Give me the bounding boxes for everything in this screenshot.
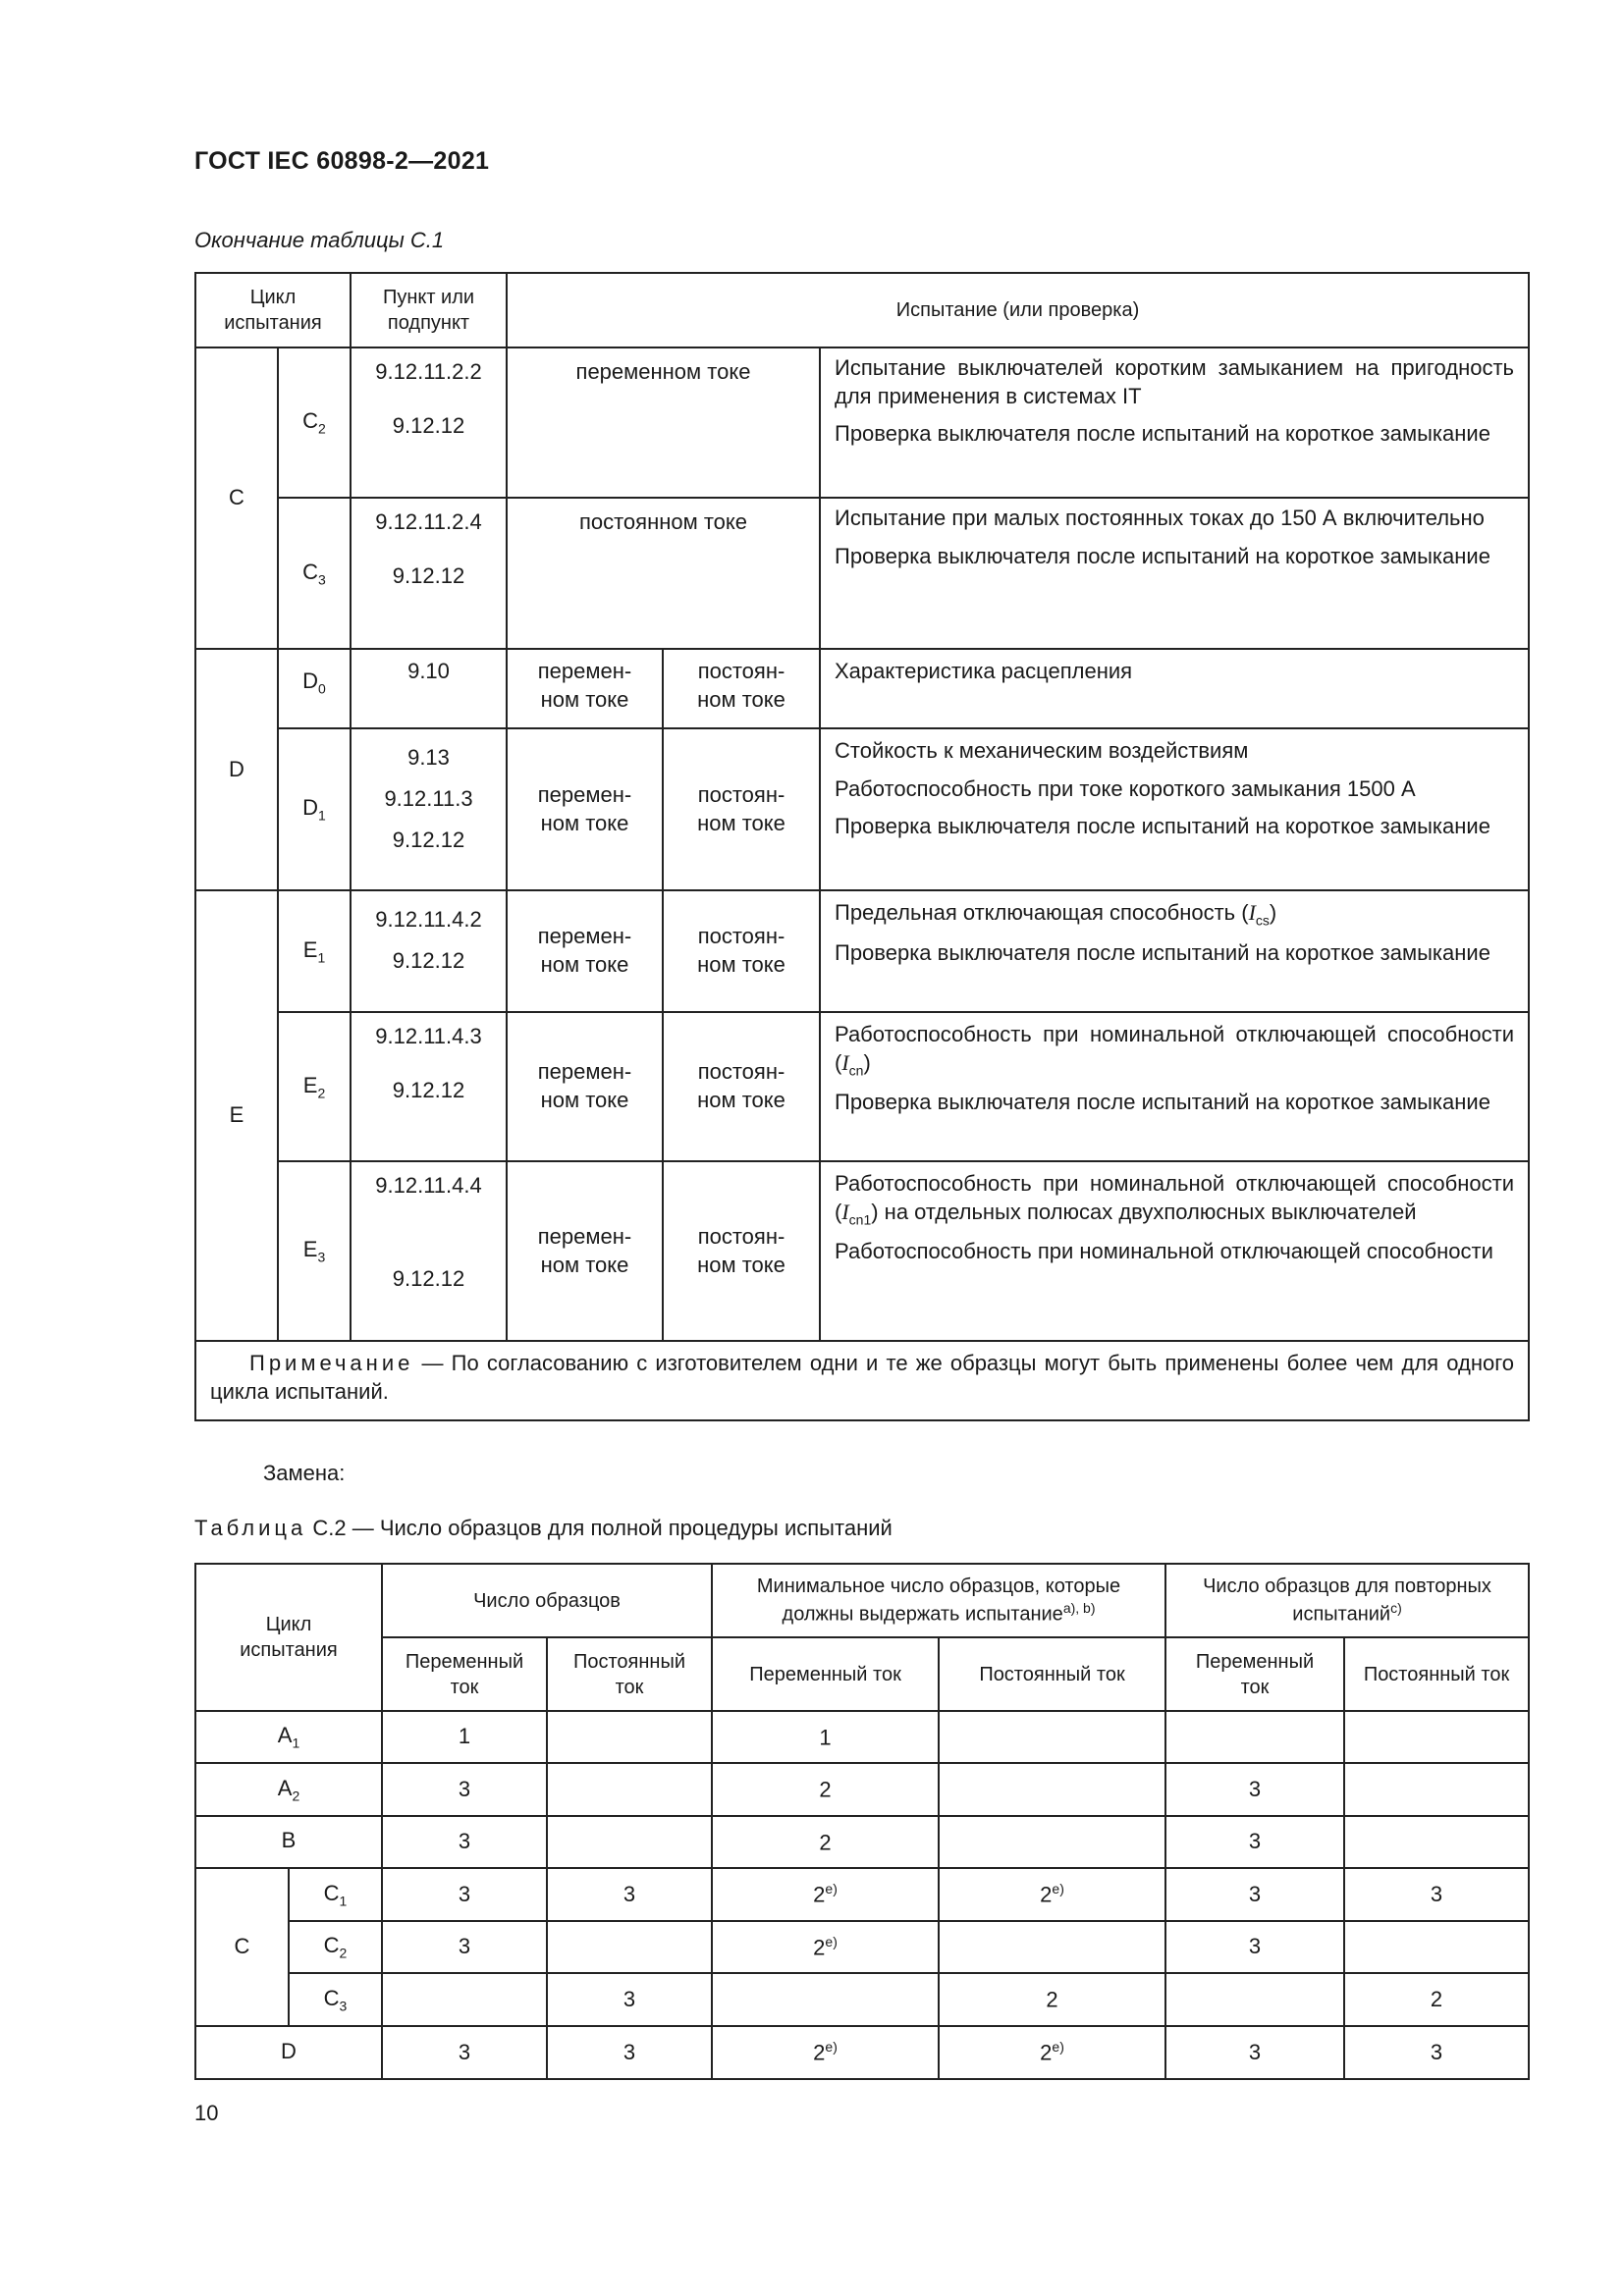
header-cycle: Цикл испытания	[195, 273, 351, 347]
dc-D0: постоян- ном токе	[663, 649, 820, 728]
t2-cell	[1165, 1973, 1344, 2026]
t2-cell: 2$^{e)}$	[939, 2026, 1165, 2079]
t2-cell: 3	[1165, 1921, 1344, 1973]
clause-E3: 9.12.11.4.4 9.12.12	[351, 1161, 507, 1341]
table-row	[195, 1868, 1529, 1921]
t2-cell: 2	[712, 1816, 939, 1868]
t2-cell: 2	[939, 1973, 1165, 2026]
t2-header-repeat-dc: Постоянный ток	[1344, 1637, 1529, 1711]
t2-cell	[547, 1763, 712, 1816]
t2-cell: 3	[547, 1973, 712, 2026]
t2-cycle-D: D	[195, 2026, 382, 2079]
t2-cell	[939, 1816, 1165, 1868]
t2-header-min-ac: Переменный ток	[712, 1637, 939, 1711]
table-row	[195, 1816, 1529, 1868]
clause-E1: 9.12.11.4.2 9.12.12	[351, 890, 507, 1012]
t2-header-samples-dc: Постоянный ток	[547, 1637, 712, 1711]
t2-cell: 2	[1344, 1973, 1529, 2026]
cycle-E: E	[195, 890, 278, 1341]
t2-subcycle-C1: $C_1$	[289, 1868, 382, 1921]
t2-header-min-samples: Минимальное число образцов, которые должны выдержать испытание$^{a), b)}$	[712, 1564, 1165, 1637]
t2-cell: 3	[382, 2026, 547, 2079]
desc-D0: Характеристика расцепления	[820, 649, 1529, 728]
ac-D0: перемен- ном токе	[507, 649, 663, 728]
t2-header-cycle: Цикл испытания	[195, 1564, 382, 1711]
table-c2	[194, 1563, 1530, 2080]
ac-E3: перемен- ном токе	[507, 1161, 663, 1341]
cycle-D: D	[195, 649, 278, 890]
t2-cell	[547, 1816, 712, 1868]
t2-cell: 1	[382, 1711, 547, 1763]
t2-cell: 2	[712, 1763, 939, 1816]
t2-cell: 3	[382, 1921, 547, 1973]
t2-cell: 2$^{e)}$	[712, 1868, 939, 1921]
t2-cell	[939, 1921, 1165, 1973]
subcycle-E3: $E_3$	[278, 1161, 351, 1341]
t2-cell: 2$^{e)}$	[712, 2026, 939, 2079]
table-row	[195, 1973, 1529, 2026]
desc-E3: Работоспособность при номинальной отключающей способности $(I_{cn1})$ на отдельных полюсах двухполюсных выключателей Работоспособность при номинальной отключающей способности	[820, 1161, 1529, 1341]
subcycle-D0: $D_0$	[278, 649, 351, 728]
desc-E2: Работоспособность при номинальной отключающей способности $(I_{cn})$ Проверка выключателя после испытаний на короткое замыкание	[820, 1012, 1529, 1161]
subcycle-C2: $C_2$	[278, 347, 351, 498]
t2-header-repeat: Число образцов для повторных испытаний$^{c)}$	[1165, 1564, 1529, 1637]
t2-cell: 3	[547, 1868, 712, 1921]
clause-D0: 9.10	[351, 649, 507, 728]
desc-C2: Испытание выключателей коротким замыканием на пригодность для применения в системах IT Проверка выключателя после испытаний на короткое замыкание	[820, 347, 1529, 498]
table-row	[195, 2026, 1529, 2079]
current-C3: постоянном токе	[507, 498, 820, 649]
t2-cell: 2$^{e)}$	[712, 1921, 939, 1973]
dc-D1: постоян- ном токе	[663, 728, 820, 890]
t2-cell: 3	[1344, 2026, 1529, 2079]
t2-cell: 2$^{e)}$	[939, 1868, 1165, 1921]
t2-subcycle-C2: $C_2$	[289, 1921, 382, 1973]
clause-C3: 9.12.11.2.4 9.12.12	[351, 498, 507, 649]
dc-E3: постоян- ном токе	[663, 1161, 820, 1341]
t2-cell	[712, 1973, 939, 2026]
t2-cell: 3	[382, 1816, 547, 1868]
t2-cycle-A1: $A_1$	[195, 1711, 382, 1763]
t2-cell	[547, 1711, 712, 1763]
header-clause: Пункт или подпункт	[351, 273, 507, 347]
table-row	[195, 1711, 1529, 1763]
t2-cycle-C: C	[195, 1868, 289, 2026]
table-note: Примечание — По согласованию с изготовителем одни и те же образцы могут быть применены более чем для одного цикла испытаний.	[195, 1341, 1529, 1420]
t2-subcycle-C3: $C_3$	[289, 1973, 382, 2026]
clause-E2: 9.12.11.4.3 9.12.12	[351, 1012, 507, 1161]
table-c2-caption: Таблица С.2 — Число образцов для полной процедуры испытаний	[194, 1516, 893, 1540]
dc-E2: постоян- ном токе	[663, 1012, 820, 1161]
table-row	[195, 1921, 1529, 1973]
desc-C3: Испытание при малых постоянных токах до 150 А включительно Проверка выключателя после испытаний на короткое замыкание	[820, 498, 1529, 649]
clause-C2: 9.12.11.2.2 9.12.12	[351, 347, 507, 498]
t2-cell	[1344, 1763, 1529, 1816]
t2-cell: 3	[1344, 1868, 1529, 1921]
subcycle-E2: $E_2$	[278, 1012, 351, 1161]
cycle-C: C	[195, 347, 278, 649]
t2-cell	[1344, 1711, 1529, 1763]
subcycle-D1: $D_1$	[278, 728, 351, 890]
t2-cell	[939, 1711, 1165, 1763]
desc-E1: Предельная отключающая способность $(I_{cs})$ Проверка выключателя после испытаний на короткое замыкание	[820, 890, 1529, 1012]
dc-E1: постоян- ном токе	[663, 890, 820, 1012]
t2-cell	[1165, 1711, 1344, 1763]
ac-D1: перемен- ном токе	[507, 728, 663, 890]
t2-cell: 3	[382, 1868, 547, 1921]
table-continuation-caption: Окончание таблицы С.1	[194, 228, 445, 252]
t2-cell: 1	[712, 1711, 939, 1763]
subcycle-C3: $C_3$	[278, 498, 351, 649]
t2-cycle-A2: $A_2$	[195, 1763, 382, 1816]
page-number: 10	[194, 2101, 219, 2125]
t2-cell	[547, 1921, 712, 1973]
t2-cell	[1344, 1921, 1529, 1973]
replacement-label: Замена:	[263, 1461, 346, 1485]
ac-E1: перемен- ном токе	[507, 890, 663, 1012]
ac-E2: перемен- ном токе	[507, 1012, 663, 1161]
t2-cell: 3	[547, 2026, 712, 2079]
table-row	[195, 1763, 1529, 1816]
clause-D1: 9.13 9.12.11.3 9.12.12	[351, 728, 507, 890]
table-c1	[194, 272, 1530, 1421]
t2-cell	[1344, 1816, 1529, 1868]
t2-cell: 3	[1165, 1816, 1344, 1868]
header-test: Испытание (или проверка)	[507, 273, 1529, 347]
t2-header-samples: Число образцов	[382, 1564, 712, 1637]
subcycle-E1: $E_1$	[278, 890, 351, 1012]
t2-header-repeat-ac: Переменный ток	[1165, 1637, 1344, 1711]
t2-cell: 3	[1165, 1763, 1344, 1816]
t2-cell	[939, 1763, 1165, 1816]
document-header: ГОСТ IEC 60898-2—2021	[194, 147, 490, 175]
desc-D1: Стойкость к механическим воздействиям Работоспособность при токе короткого замыкания 1500 А Проверка выключателя после испытаний на короткое замыкание	[820, 728, 1529, 890]
t2-cell: 3	[382, 1763, 547, 1816]
current-C2: переменном токе	[507, 347, 820, 498]
t2-cell	[382, 1973, 547, 2026]
t2-cell: 3	[1165, 1868, 1344, 1921]
t2-cell: 3	[1165, 2026, 1344, 2079]
t2-header-samples-ac: Переменный ток	[382, 1637, 547, 1711]
t2-cycle-B: B	[195, 1816, 382, 1868]
t2-header-min-dc: Постоянный ток	[939, 1637, 1165, 1711]
